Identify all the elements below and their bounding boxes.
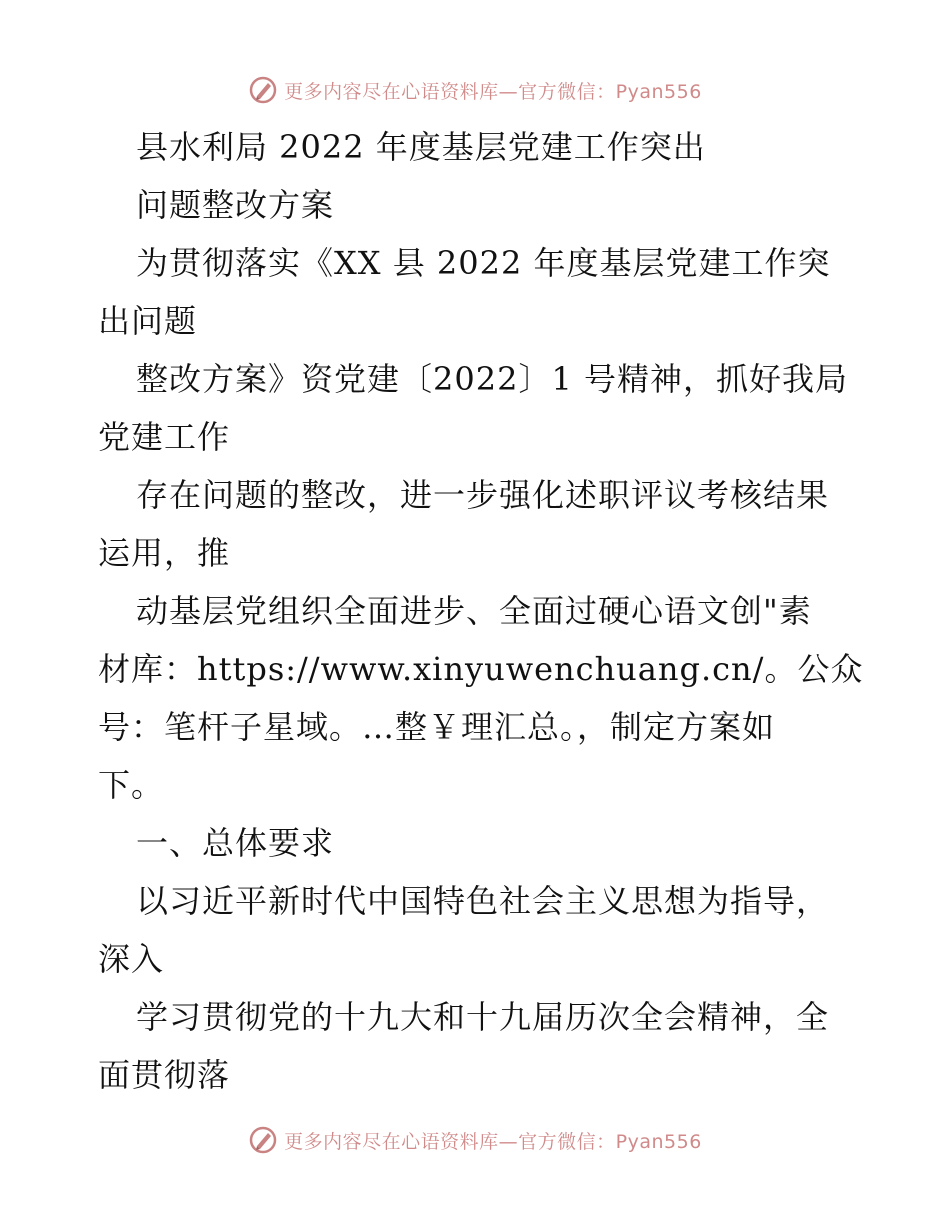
watermark-header [0, 68, 950, 112]
text-line: 号：笔杆子星域。…整￥理汇总。，制定方案如 [98, 708, 776, 746]
text-line: 以习近平新时代中国特色社会主义思想为指导， [136, 882, 830, 920]
text-line: 整改方案》资党建〔2022〕1 号精神，抓好我局 [136, 360, 848, 398]
text-line: 面贯彻落 [98, 1056, 231, 1094]
text-line: 下。 [98, 766, 165, 804]
document-body [98, 118, 868, 1104]
text-line: 运用，推 [98, 534, 231, 572]
text-line: 出问题 [98, 302, 198, 340]
text-line: 为贯彻落实《XX 县 2022 年度基层党建工作突 [136, 244, 831, 282]
text-line: 材库：https://www.xinyuwenchuang.cn/。公众 [98, 650, 864, 688]
pen-logo-icon [248, 75, 278, 105]
pen-logo-icon [248, 1125, 278, 1155]
text-line: 学习贯彻党的十九大和十九届历次全会精神，全 [136, 998, 830, 1036]
text-line: 党建工作 [98, 418, 231, 456]
watermark-text: 更多内容尽在心语资料库—官方微信：Pyan556 [284, 1130, 702, 1153]
watermark-text: 更多内容尽在心语资料库—官方微信：Pyan556 [284, 80, 702, 103]
text-line: 问题整改方案 [136, 186, 335, 224]
text-line: 深入 [98, 940, 165, 978]
watermark-footer [0, 1118, 950, 1162]
text-line: 县水利局 2022 年度基层党建工作突出 [136, 128, 706, 166]
text-line: 存在问题的整改，进一步强化述职评议考核结果 [136, 476, 830, 514]
text-line: 动基层党组织全面进步、全面过硬心语文创"素 [136, 592, 812, 630]
text-line: 一、总体要求 [136, 824, 335, 862]
